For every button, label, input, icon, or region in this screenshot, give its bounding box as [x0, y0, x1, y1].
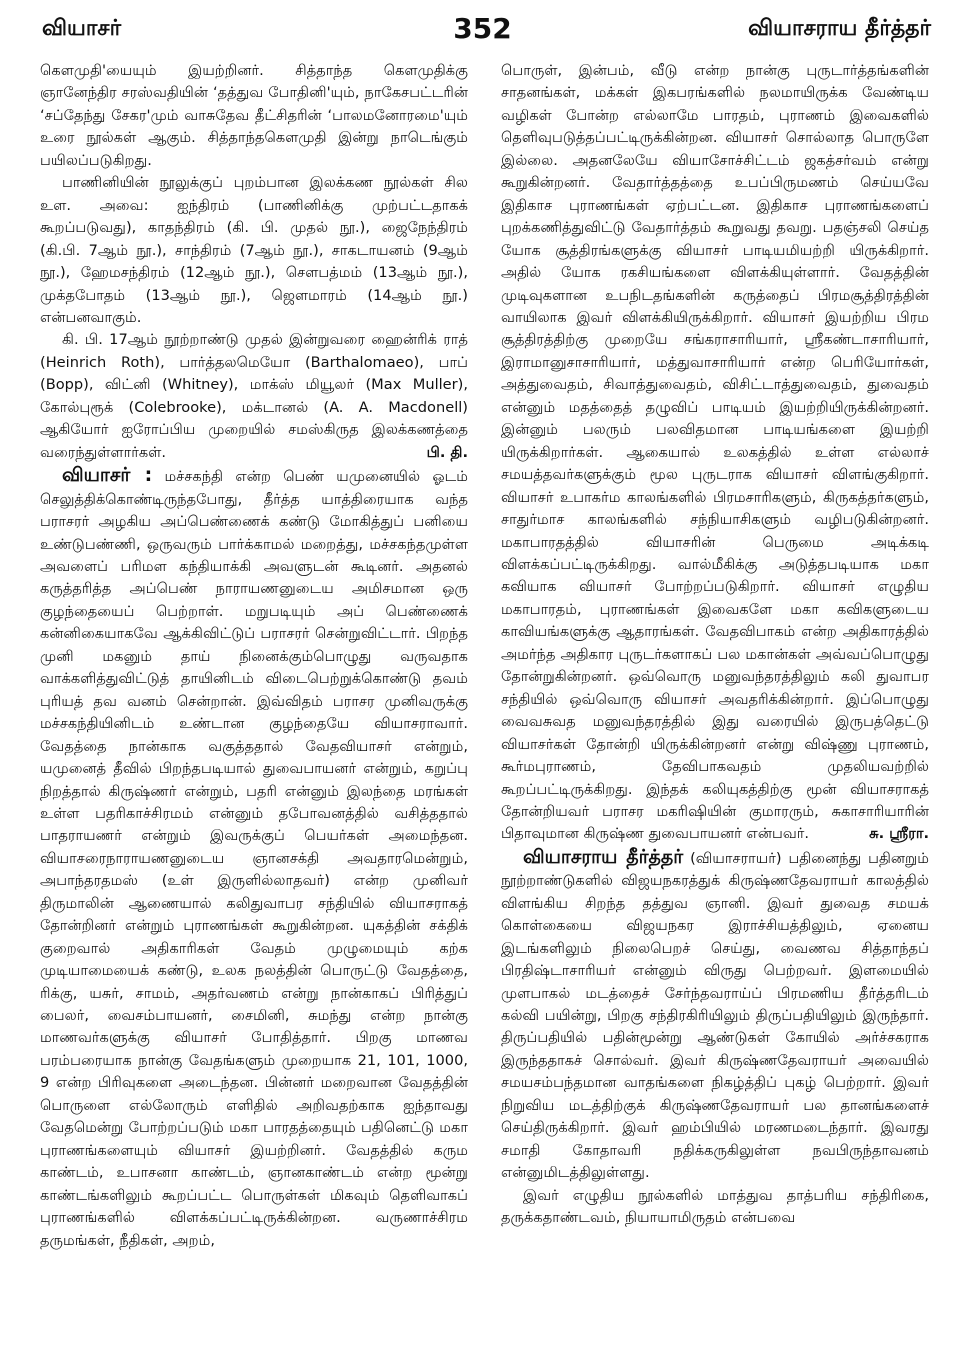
author-signature: பி. தி.: [426, 443, 468, 461]
paragraph-kaumudi-commentaries: கௌமுதி'யையும் இயற்றினர். சித்தாந்த கௌமுதிக்கு ஞானேந்திர சரஸ்வதியின் ‘தத்துவ போதினி'யும், நாகேசபட்டரின் ‘சப்தேந்து சேகர'மும் வாசுதேவ தீட்சிதரின் ‘பாலமனோரமை'யும் உரை நூல்கள் ஆகும். சித்தாந்தகௌமுதி இன்று நாடெங்கும் பயிலப்படுகிறது.: [40, 62, 468, 169]
page-header: [34, 10, 931, 50]
running-head-left: வியாசர்: [42, 16, 122, 41]
page-number: 352: [453, 12, 512, 45]
paragraph-text: கி. பி. 17ஆம் நூற்றாண்டு முதல் இன்றுவரை ஹைன்ரிக் ராத் (Heinrich Roth), பார்த்தலமெயோ (Barthalomaeo), பாப் (Bopp), விட்னி (Whitney), மாக்ஸ் மியூலர் (Max Muller), கோல்புரூக் (Colebrooke), மக்டானல் (A. A. Macdonell) ஆகியோர் ஐரோப்பிய முறையில் சமஸ்கிருத இலக்கணத்தை வரைந்துள்ளார்கள்.: [40, 331, 468, 461]
author-signature: சு. ஸ்ரீரா.: [869, 825, 929, 843]
entry-vyasaraya-tirthar: [501, 846, 929, 1185]
entry-aside: (வியாசராயர்): [690, 849, 782, 867]
paragraph-text: பொருள், இன்பம், வீடு என்ற நான்கு புருடார்த்தங்களின் சாதனங்கள், மக்கள் இகபரங்களில் நலமாயிருக்க வேண்டிய வழிகள் போன்ற எல்லாமே பாரதம், புராணம் இவைகளில் தெளிவுபடுத்தப்பட்டிருக்கின்றன. வியாசர் சொல்லாத பொருளே இல்லை. அதனலேயே வியாசோச்சிட்டம் ஜகத்சர்வம் என்று கூறுகின்றனர். வேதார்த்தத்தை உபப்பிருமணம் செய்யவே இதிகாச புராணங்கள் ஏற்பட்டன. இதிகாச புராணங்களைப் புறக்கணித்துவிட்டு வேதார்த்தம் கூறுவது தவறு. பதஞ்சலி செய்த யோக சூத்திரங்களுக்கு வியாசர் பாடியமியற்றி யிருக்கிறார். அதில் யோக ரகசியங்களை விளக்கியுள்ளார். வேதத்தின் முடிவுகளான உபநிடதங்களின் கருத்தைப் பிரமசூத்திரத்தின் வாயிலாக இவர் விளக்கியிருக்கிறார். வியாசர் இயற்றிய பிரம சூத்திரத்திற்கு முறையே சங்கராசாரியார், ஸ்ரீகண்டாசாரியார், இராமானுசாசாரியார், மத்துவாசாரியார் என்ற பெரியோர்கள், அத்துவைதம், சிவாத்துவைதம், விசிட்டாத்துவைதம், துவைதம் என்னும் மதத்தைத் தழுவிப் பாடியம் இயற்றியிருக்கின்றனர். இன்னும் பலரும் பலவிதமான பாடியங்களை இயற்றி யிருக்கிறார்கள். ஆகையால் உலகத்தில் உள்ள எல்லாச் சமயத்தவர்களுக்கும் மூல புருடராக வியாசர் விளங்குகிறார். வியாசர் உபாகர்ம காலங்களில் பிரமசாரிகளும், கிருகத்தர்களும், சாதுர்மாச காலங்களில் சந்நியாசிகளும் வழிபடுகின்றனர். மகாபாரதத்தில் வியாசரின் பெருமை அடிக்கடி விளக்கப்பட்டிருக்கிறது. வால்மீகிக்கு அடுத்தபடியாக மகா கவியாக வியாசர் போற்றப்படுகிறார். வியாசர் எழுதிய மகாபாரதம், புராணங்கள் இவைகளே மகா கவிகளுடைய காவியங்களுக்கு ஆதாரங்கள். வேதவிபாகம் என்ற அதிகாரத்தில் அமர்ந்த அதிகார புருடர்களாகப் பல மகான்கள் அவ்வப்பொழுது தோன்றுகின்றனர். ஒவ்வொரு மனுவந்தரத்திலும் கலி துவாபர சந்தியில் ஒவ்வொரு வியாசர் அவதரிக்கின்றார். இப்பொழுது வைவசுவத மனுவந்தரத்தில் இது வரையில் இருபத்தெட்டு வியாசர்கள் தோன்றி யிருக்கின்றனர் என்று விஷ்ணு புராணம், கூர்மபுராணம், தேவிபாகவதம் முதலியவற்றில் கூறப்பட்டிருக்கிறது. இந்தக் கலியுகத்திற்கு மூன் வியாசராகத் தோன்றியவர் பராசர மகரிஷியின் குமாரரும், சுகாசாரியாரின் பிதாவுமான கிருஷ்ண துவைபாயனர் என்பவர்.: [501, 62, 929, 843]
entry-title-vyasar: வியாசர் :: [62, 464, 153, 487]
paragraph-vyasar-continued: [501, 60, 929, 846]
paragraph-other-grammars: பாணினியின் நூலுக்குப் புறம்பான இலக்கண நூல்கள் சில உள. அவை: ஐந்திரம் (பாணினிக்கு முற்பட்டதாகக் கூறப்படுவது), காதந்திரம் (கி. பி. முதல் நூ.), ஜைநேந்திரம் (கி.பி. 7ஆம் நூ.), சாந்திரம் (7ஆம் நூ.), சாகடாயனம் (9ஆம் நூ.), ஹேமசந்திரம் (12ஆம் நூ.), சௌபத்மம் (13ஆம் நூ.), முக்தபோதம் (13ஆம் நூ.), ஜௌமாரம் (14ஆம் நூ.) என்பனவாகும்.: [40, 174, 468, 326]
right-column: [501, 60, 929, 1350]
entry-text: மச்சகந்தி என்ற பெண் யமுனையில் ஓடம் செலுத்திக்கொண்டிருந்தபோது, தீர்த்த யாத்திரையாக வந்த பராசரர் அழகிய அப்பெண்ணைக் கண்டு மோகித்துப் பனியை உண்டுபண்ணி, ஒருவரும் பார்க்காமல் மறைத்து, மச்சகந்தமுள்ள அவளைப் பரிமள கந்தியாக்கி அவளுடன் கூடினர். அதனல் கருத்தரித்த அப்பெண் நாராயணனுடைய அமிசமான ஒரு குழந்தையைப் பெற்றாள். மறுபடியும் அப் பெண்ணைக் கன்னிகையாகவே ஆக்கிவிட்டுப் பராசரர் சென்றுவிட்டார். பிறந்த முனி மகனும் தாய் நினைக்கும்பொழுது வருவதாக வாக்களித்துவிட்டுத் தாயினிடம் விடைபெற்றுக்கொண்டு தவம் புரியத் தவ வனம் சென்றான். இவ்விதம் பராசர முனிவருக்கு மச்சகந்தியினிடம் உண்டான குழந்தையே வியாசராவார். வேதத்தை நான்காக வகுத்ததால் வேதவியாசர் என்றும், யமுனைத் தீவில் பிறந்தபடியால் துவைபாயனர் என்றும், கறுப்பு நிறத்தால் கிருஷ்ணர் என்றும், பதரி என்னும் இலந்தை மரங்கள் உள்ள பதரிகாச்சிரமம் என்னும் தபோவனத்தில் வசித்ததால் பாதராயணர் என்றும் இவருக்குப் பெயர்கள் அமைந்தன. வியாசரைநாராயணனுடைய ஞானசக்தி அவதாரமென்றும், அபாந்தரதமஸ் (உள் இருளில்லாதவர்) என்ற முனிவர் திருமாலின் ஆணையால் கலிதுவாபர சந்தியில் வியாசராகத் தோன்றினர் என்றும் புராணங்கள் கூறுகின்றன. யுகத்தின் சக்திக் குறைவால் அதிகாரிகள் வேதம் முழுமையும் கற்க முடியாமையைக் கண்டு, உலக நலத்தின் பொருட்டு வேதத்தை, ரிக்கு, யசுர், சாமம், அதர்வணம் என்று நான்காகப் பிரித்துப் பைலர், வைசம்பாயனர், சைமினி, சுமந்து என்ற நான்கு மாணவர்களுக்கு வியாசர் போதித்தார். பிறகு மாணவ பரம்பரையாக நான்கு வேதங்களும் முறையாக 21, 101, 1000, 9 என்ற பிரிவுகளை அடைந்தன. பின்னர் மறைவான வேதத்தின் பொருளை எல்லோரும் எளிதில் அறிவதற்காக ஐந்தாவது வேதமென்று போற்றப்படும் மகா பாரதத்தையும் பதினெட்டு மகா புராணங்களையும் வியாசர் இயற்றினர். வேதத்தில் கரும காண்டம், உபாசனா காண்டம், ஞானகாண்டம் என்ற மூன்று காண்டங்களிலும் கூறப்பட்ட பொருள்கள் மிகவும் தெளிவாகப் புராணங்களில் விளக்கப்பட்டிருக்கின்றன. வருணாச்சிரம தருமங்கள், நீதிகள், அறம்,: [40, 468, 468, 1249]
running-head-right: வியாசராய தீர்த்தர்: [748, 16, 931, 41]
left-column: [40, 60, 468, 1350]
entry-text: பதினைந்து பதினறும் நூற்றாண்டுகளில் விஜயநகரத்துக் கிருஷ்ணதேவராயர் காலத்தில் விளங்கிய சிறந்த தத்துவ ஞானி. இவர் துவைத சமயக் கொள்கையை விஜயநகர இராச்சியத்திலும், ஏனைய இடங்களிலும் நிலைபெறச் செய்து, வைணவ சித்தாந்தப் பிரதிஷ்டாசாரியர் என்னும் விருது பெற்றவர். இளமையில் முளபாகல் மடத்தைச் சேர்ந்தவராய்ப் பிரமணிய தீர்த்தரிடம் கல்வி பயின்று, பிறகு சந்திரகிரியிலும் திருப்பதியிலும் இருந்தார். திருப்பதியில் பதின்மூன்று ஆண்டுகள் கோயில் அர்ச்சகராக இருந்ததாகச் சொல்வர். இவர் கிருஷ்ணதேவராயர் அவையில் சமயசம்பந்தமான வாதங்களை நிகழ்த்திப் புகழ் பெற்றார். இவர் நிறுவிய மடத்திற்குக் கிருஷ்ணதேவராயர் பல தானங்களைச் செய்திருக்கிறார். இவர் ஹம்பியில் மரணமடைந்தார். இவரது சமாதி கோதாவரி நதிக்கருகிலுள்ள நவபிருந்தாவனம் என்னுமிடத்திலுள்ளது.: [501, 849, 929, 1182]
paragraph-works: இவர் எழுதிய நூல்களில் மாத்துவ தாத்பரிய சந்திரிகை, தருக்கதாண்டவம், நியாயாமிருதம் என்பவை: [501, 1186, 929, 1227]
entry-vyasar: [40, 464, 468, 1252]
paragraph-european-grammarians: [40, 329, 468, 464]
entry-title-vyasaraya: வியாசராய தீர்த்தர்: [523, 845, 684, 868]
